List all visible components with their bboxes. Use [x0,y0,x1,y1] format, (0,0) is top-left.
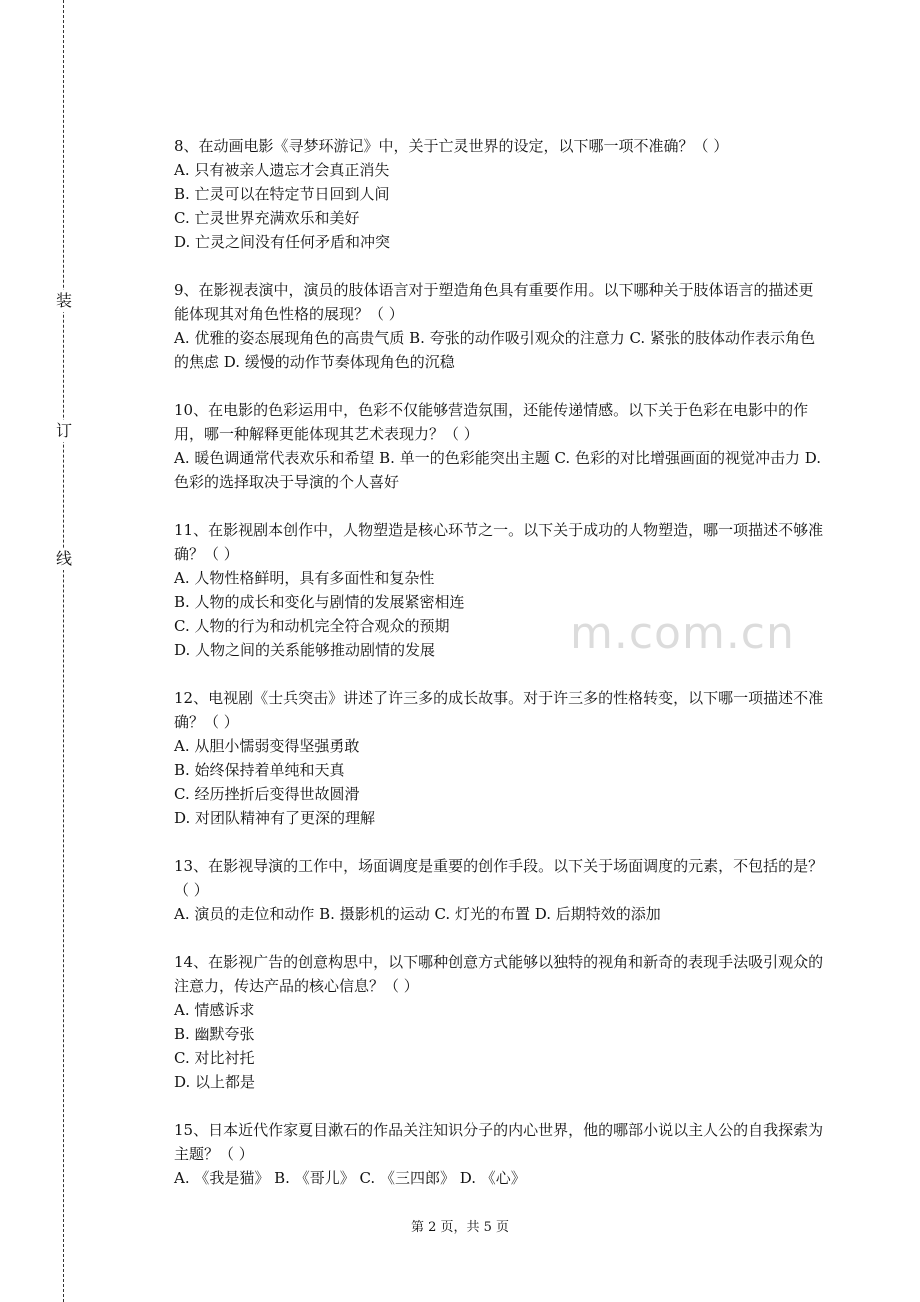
option-d: D. 亡灵之间没有任何矛盾和冲突 [174,233,391,251]
question-10 [174,398,824,494]
question-11 [174,518,824,662]
option-d: D. 以上都是 [174,1073,256,1091]
binding-char-ding: 订 [52,420,76,442]
option-d: D. 人物之间的关系能够推动剧情的发展 [174,641,436,659]
binding-dashed-line [63,0,64,1302]
option-d: D. 对团队精神有了更深的理解 [174,809,376,827]
page-footer: 第 2 页，共 5 页 [410,1220,510,1235]
question-stem: 11、在影视剧本创作中，人物塑造是核心环节之一。以下关于成功的人物塑造，哪一项描述不够准确？（ ） [174,521,824,563]
option-c: C. 人物的行为和动机完全符合观众的预期 [174,617,450,635]
option-c: C. 经历挫折后变得世故圆滑 [174,785,360,803]
options-inline: A. 《我是猫》 B. 《哥儿》 C. 《三四郎》 D. 《心》 [174,1169,526,1187]
option-b: B. 始终保持着单纯和天真 [174,761,345,779]
question-12 [174,686,824,830]
options-inline: A. 演员的走位和动作 B. 摄影机的运动 C. 灯光的布置 D. 后期特效的添加 [174,905,661,923]
options-inline: A. 暖色调通常代表欢乐和希望 B. 单一的色彩能突出主题 C. 色彩的对比增强画面的视觉冲击力 D. 色彩的选择取决于导演的个人喜好 [174,449,821,491]
question-15 [174,1118,824,1190]
option-b: B. 亡灵可以在特定节日回到人间 [174,185,390,203]
option-b: B. 幽默夸张 [174,1025,255,1043]
question-8 [174,134,824,254]
watermark: m.com.cn [570,608,795,659]
binding-char-zhuang: 装 [52,290,76,312]
binding-char-xian: 线 [52,548,76,570]
question-13 [174,854,824,926]
question-stem: 12、电视剧《士兵突击》讲述了许三多的成长故事。对于许三多的性格转变，以下哪一项描述不准确？（ ） [174,689,824,731]
question-stem: 8、在动画电影《寻梦环游记》中，关于亡灵世界的设定，以下哪一项不准确？（ ） [174,137,729,155]
option-a: A. 人物性格鲜明，具有多面性和复杂性 [174,569,435,587]
question-stem: 9、在影视表演中，演员的肢体语言对于塑造角色具有重要作用。以下哪种关于肢体语言的描述更能体现其对角色性格的展现？（ ） [174,281,814,323]
option-a: A. 从胆小懦弱变得坚强勇敢 [174,737,360,755]
question-stem: 13、在影视导演的工作中，场面调度是重要的创作手段。以下关于场面调度的元素，不包括的是？（ ） [174,857,824,899]
question-stem: 10、在电影的色彩运用中，色彩不仅能够营造氛围，还能传递情感。以下关于色彩在电影中的作用，哪一种解释更能体现其艺术表现力？（ ） [174,401,809,443]
question-9 [174,278,824,374]
question-stem: 15、日本近代作家夏目漱石的作品关注知识分子的内心世界，他的哪部小说以主人公的自我探索为主题？（ ） [174,1121,824,1163]
option-c: C. 亡灵世界充满欢乐和美好 [174,209,360,227]
option-c: C. 对比衬托 [174,1049,255,1067]
question-14 [174,950,824,1094]
option-a: A. 只有被亲人遗忘才会真正消失 [174,161,390,179]
question-list [174,134,824,1214]
option-a: A. 情感诉求 [174,1001,255,1019]
option-b: B. 人物的成长和变化与剧情的发展紧密相连 [174,593,465,611]
question-stem: 14、在影视广告的创意构思中，以下哪种创意方式能够以独特的视角和新奇的表现手法吸引观众的注意力，传达产品的核心信息？（ ） [174,953,824,995]
options-inline: A. 优雅的姿态展现角色的高贵气质 B. 夸张的动作吸引观众的注意力 C. 紧张的肢体动作表示角色的焦虑 D. 缓慢的动作节奏体现角色的沉稳 [174,329,815,371]
